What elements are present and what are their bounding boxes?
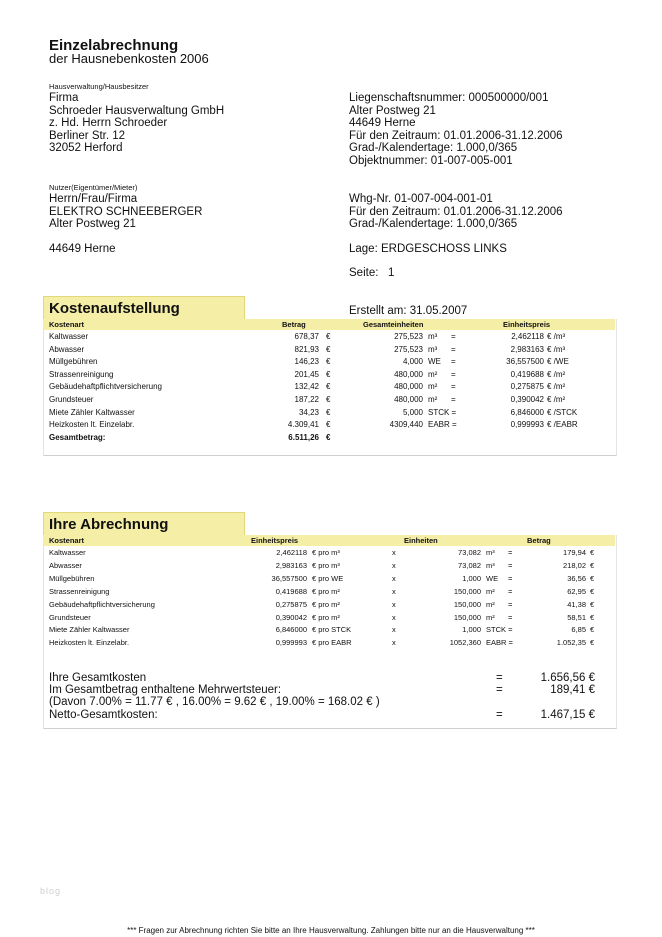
units: 150,000	[453, 586, 481, 596]
cost-row	[43, 420, 615, 433]
multiply-sign: x	[392, 560, 396, 570]
currency: €	[590, 599, 595, 609]
price-unit: € /m²	[547, 369, 566, 379]
tenant-address	[49, 193, 202, 231]
multiply-sign: x	[392, 586, 396, 596]
total-label: Gesamtbetrag:	[49, 433, 106, 442]
col-betrag: Betrag	[282, 320, 306, 329]
cost-row	[43, 345, 615, 358]
amount: 41,38	[567, 599, 586, 609]
price-unit: € pro m²	[312, 599, 340, 609]
units: 150,000	[453, 599, 481, 609]
currency: €	[590, 573, 595, 583]
equals-sign: =	[508, 560, 513, 570]
unit-line: Grad-/Kalendertage: 1.000,0/365	[349, 218, 518, 230]
equals-sign: =	[508, 573, 513, 583]
gesamt-label: Ihre Gesamtkosten	[49, 672, 147, 684]
owner-line: 32052 Herford	[49, 142, 123, 154]
cost-amount: 187,22	[294, 395, 319, 404]
mwst-detail: (Davon 7.00% = 11.77 € , 16.00% = 9.62 € , 19.00% = 168.02 € )	[49, 696, 380, 708]
property-line: Objektnummer: 01-007-005-001	[349, 154, 513, 167]
unit-price: 2,462118	[276, 548, 307, 557]
unit-label: m³	[486, 548, 495, 557]
equals-sign: =	[451, 357, 456, 367]
col-einheiten: Einheiten	[404, 536, 438, 545]
statement-header	[43, 535, 615, 546]
cost-type: Kaltwasser	[49, 332, 89, 341]
netto-eq: =	[496, 709, 503, 721]
tenant-line: Alter Postweg 21	[49, 218, 136, 230]
cost-type: Heizkosten lt. Einzelabr.	[49, 638, 130, 648]
units: 1,000	[462, 625, 481, 635]
unit-location: Lage: ERDGESCHOSS LINKS	[349, 243, 507, 255]
cost-amount: 678,37	[294, 332, 319, 341]
watermark: blog	[40, 886, 62, 896]
owner-label: Hausverwaltung/Hausbesitzer	[49, 82, 149, 91]
mwst-value: 189,41 €	[550, 684, 595, 696]
statement-heading: Ihre Abrechnung	[43, 512, 245, 536]
unit-label: EABR =	[428, 420, 457, 430]
cost-type: Strassenreinigung	[49, 369, 114, 379]
owner-address	[49, 92, 224, 155]
statement-row	[43, 600, 615, 613]
property-line: Grad-/Kalendertage: 1.000,0/365	[349, 142, 518, 154]
col-einheitspreis: Einheitspreis	[251, 536, 299, 545]
cost-total-row	[43, 433, 615, 445]
unit-label: m³	[428, 344, 438, 354]
cost-type: Miete Zähler Kaltwasser	[49, 625, 130, 635]
currency: €	[590, 625, 595, 635]
currency: €	[590, 638, 595, 648]
cost-type: Grundsteuer	[49, 395, 94, 404]
equals-sign: =	[508, 599, 513, 609]
cost-currency: €	[326, 407, 331, 417]
cost-currency: €	[326, 382, 331, 392]
total-units: 480,000	[394, 395, 423, 404]
multiply-sign: x	[392, 573, 396, 583]
statement-row	[43, 587, 615, 600]
property-info	[349, 92, 563, 167]
document-title: Einzelabrechnung	[49, 37, 179, 54]
price-unit: € /m²	[547, 382, 566, 392]
multiply-sign: x	[392, 638, 396, 648]
currency: €	[590, 612, 595, 622]
statement-totals	[43, 672, 615, 722]
cost-type: Grundsteuer	[49, 612, 91, 622]
cost-type: Müllgebühren	[49, 357, 98, 367]
cost-amount: 132,42	[294, 382, 319, 392]
units: 150,000	[453, 612, 481, 622]
equals-sign: =	[451, 369, 456, 379]
price-unit: € pro m²	[312, 612, 340, 622]
cost-amount: 821,93	[294, 344, 319, 354]
units: 73,082	[458, 548, 481, 557]
unit-price: 0,999993	[275, 638, 307, 648]
equals-sign: =	[451, 382, 456, 392]
cost-currency: €	[326, 395, 331, 404]
unit-price: 0,390042	[275, 612, 307, 622]
unit-price: 0,419688	[510, 369, 544, 379]
multiply-sign: x	[392, 612, 396, 622]
unit-label: m²	[428, 395, 438, 404]
col-kostenart: Kostenart	[49, 320, 85, 329]
amount: 1.052,35	[556, 638, 586, 648]
cost-type: Heizkosten lt. Einzelabr.	[49, 420, 135, 430]
amount: 6,85	[571, 625, 586, 635]
total-units: 4,000	[402, 357, 423, 367]
cost-type: Strassenreinigung	[49, 586, 110, 596]
unit-label: m³	[428, 332, 438, 341]
owner-line: Firma	[49, 92, 79, 104]
currency: €	[590, 548, 595, 557]
units: 1052,360	[449, 638, 481, 648]
price-unit: € /EABR	[547, 420, 578, 430]
cost-currency: €	[326, 369, 331, 379]
property-line: Alter Postweg 21	[349, 104, 436, 117]
multiply-sign: x	[392, 548, 396, 557]
cost-currency: €	[326, 357, 331, 367]
cost-type: Abwasser	[49, 560, 82, 570]
price-unit: € pro WE	[312, 573, 344, 583]
amount: 179,94	[563, 548, 586, 557]
statement-row	[43, 574, 615, 587]
unit-label: WE	[486, 573, 499, 583]
gesamt-eq: =	[496, 672, 503, 684]
footer-note: *** Fragen zur Abrechnung richten Sie bitte an Ihre Hausverwaltung. Zahlungen bitte nur an die Hausverwaltung ***	[127, 926, 535, 935]
cost-breakdown-rows	[43, 332, 615, 442]
price-unit: € pro EABR	[312, 638, 352, 648]
col-einheitspreis: Einheitspreis	[503, 320, 551, 329]
multiply-sign: x	[392, 625, 396, 635]
unit-price: 0,275875	[275, 599, 307, 609]
price-unit: € /m²	[547, 395, 566, 404]
cost-amount: 146,23	[294, 357, 319, 367]
cost-row	[43, 357, 615, 370]
total-currency: €	[326, 433, 331, 442]
total-units: 480,000	[394, 369, 423, 379]
units: 1,000	[462, 573, 481, 583]
created-date: Erstellt am: 31.05.2007	[349, 305, 468, 317]
price-unit: € /m³	[547, 332, 566, 341]
document-subtitle: der Hausnebenkosten 2006	[49, 51, 209, 66]
statement-row	[43, 638, 615, 651]
unit-label: m²	[486, 586, 495, 596]
mwst-label: Im Gesamtbetrag enthaltene Mehrwertsteuer:	[49, 684, 282, 696]
cost-amount: 201,45	[294, 369, 319, 379]
property-line: Liegenschaftsnummer: 000500000/001	[349, 92, 549, 104]
equals-sign: =	[508, 612, 513, 622]
unit-line: Whg-Nr. 01-007-004-001-01	[349, 193, 493, 205]
total-units: 4309,440	[389, 420, 423, 430]
cost-row	[43, 395, 615, 408]
col-kostenart: Kostenart	[49, 536, 85, 545]
currency: €	[590, 560, 595, 570]
unit-price: 2,983163	[275, 560, 307, 570]
equals-sign: =	[451, 395, 456, 404]
amount: 58,51	[567, 612, 586, 622]
statement-row	[43, 561, 615, 574]
currency: €	[590, 586, 595, 596]
cost-currency: €	[326, 420, 331, 430]
cost-type: Müllgebühren	[49, 573, 95, 583]
tenant-line: Herrn/Frau/Firma	[49, 193, 138, 205]
unit-price: 0,390042	[510, 395, 544, 404]
unit-price: 6,846000	[510, 407, 544, 417]
total-units: 480,000	[394, 382, 423, 392]
cost-type: Abwasser	[49, 344, 85, 354]
unit-label: m²	[486, 612, 495, 622]
price-unit: € pro m²	[312, 586, 340, 596]
equals-sign: =	[451, 332, 456, 341]
unit-label: m²	[428, 369, 438, 379]
cost-type: Gebäudehaftpflichtversicherung	[49, 382, 162, 392]
statement-row	[43, 548, 615, 561]
netto-label: Netto-Gesamtkosten:	[49, 709, 158, 721]
statement-row	[43, 613, 615, 626]
multiply-sign: x	[392, 599, 396, 609]
unit-price: 0,275875	[510, 382, 544, 392]
cost-row	[43, 370, 615, 383]
cost-breakdown-header	[43, 319, 615, 330]
cost-currency: €	[326, 332, 331, 341]
amount: 62,95	[567, 586, 586, 596]
property-line: Für den Zeitraum: 01.01.2006-31.12.2006	[349, 129, 563, 142]
property-line: 44649 Herne	[349, 117, 416, 129]
price-unit: € pro m³	[312, 548, 340, 557]
unit-price: 6,846000	[275, 625, 307, 635]
price-unit: € /STCK	[547, 407, 578, 417]
cost-type: Kaltwasser	[49, 548, 86, 557]
equals-sign: =	[508, 586, 513, 596]
statement-row	[43, 625, 615, 638]
gesamt-value: 1.656,56 €	[540, 672, 595, 684]
unit-label: WE	[428, 357, 441, 367]
price-unit: € pro STCK	[312, 625, 352, 635]
col-betrag: Betrag	[527, 536, 551, 545]
total-units: 275,523	[394, 332, 423, 341]
mwst-eq: =	[496, 684, 503, 696]
cost-amount: 34,23	[298, 407, 319, 417]
total-units: 275,523	[394, 344, 423, 354]
owner-line: Schroeder Hausverwaltung GmbH	[49, 104, 225, 117]
unit-price: 0,419688	[275, 586, 307, 596]
cost-type: Gebäudehaftpflichtversicherung	[49, 599, 155, 609]
owner-line: Berliner Str. 12	[49, 129, 126, 142]
unit-price: 36,557500	[506, 357, 544, 367]
cost-row	[43, 408, 615, 421]
tenant-label: Nutzer(Eigentümer/Mieter)	[49, 183, 138, 192]
unit-line: Für den Zeitraum: 01.01.2006-31.12.2006	[349, 205, 563, 218]
tenant-city: 44649 Herne	[49, 243, 116, 255]
amount: 218,02	[563, 560, 586, 570]
cost-row	[43, 382, 615, 395]
unit-price: 2,983163	[510, 344, 544, 354]
cost-breakdown-heading: Kostenaufstellung	[43, 296, 245, 320]
price-unit: € /WE	[547, 357, 569, 367]
price-unit: € pro m³	[312, 560, 340, 570]
unit-label: m²	[428, 382, 438, 392]
unit-price: 36,557500	[271, 573, 307, 583]
total-units: 5,000	[402, 407, 423, 417]
equals-sign: =	[508, 548, 513, 557]
unit-price: 0,999993	[510, 420, 544, 430]
unit-info	[349, 193, 563, 231]
unit-label: m³	[486, 560, 495, 570]
cost-row	[43, 332, 615, 345]
cost-amount: 4.309,41	[287, 420, 319, 430]
netto-value: 1.467,15 €	[540, 709, 595, 721]
unit-label: STCK =	[428, 407, 457, 417]
price-unit: € /m³	[547, 344, 566, 354]
units: 73,082	[458, 560, 481, 570]
unit-label: STCK =	[486, 625, 513, 635]
col-gesamteinheiten: Gesamteinheiten	[363, 320, 424, 329]
cost-currency: €	[326, 344, 331, 354]
unit-label: m²	[486, 599, 495, 609]
unit-label: EABR =	[486, 638, 513, 648]
owner-line: z. Hd. Herrn Schroeder	[49, 117, 168, 129]
page-number: Seite: 1	[349, 267, 395, 279]
cost-type: Miete Zähler Kaltwasser	[49, 407, 135, 417]
unit-price: 2,462118	[511, 332, 544, 341]
amount: 36,56	[567, 573, 586, 583]
statement-rows	[43, 548, 615, 658]
equals-sign: =	[451, 344, 456, 354]
total-value: 6.511,26	[288, 433, 319, 442]
tenant-line: ELEKTRO SCHNEEBERGER	[49, 205, 203, 218]
